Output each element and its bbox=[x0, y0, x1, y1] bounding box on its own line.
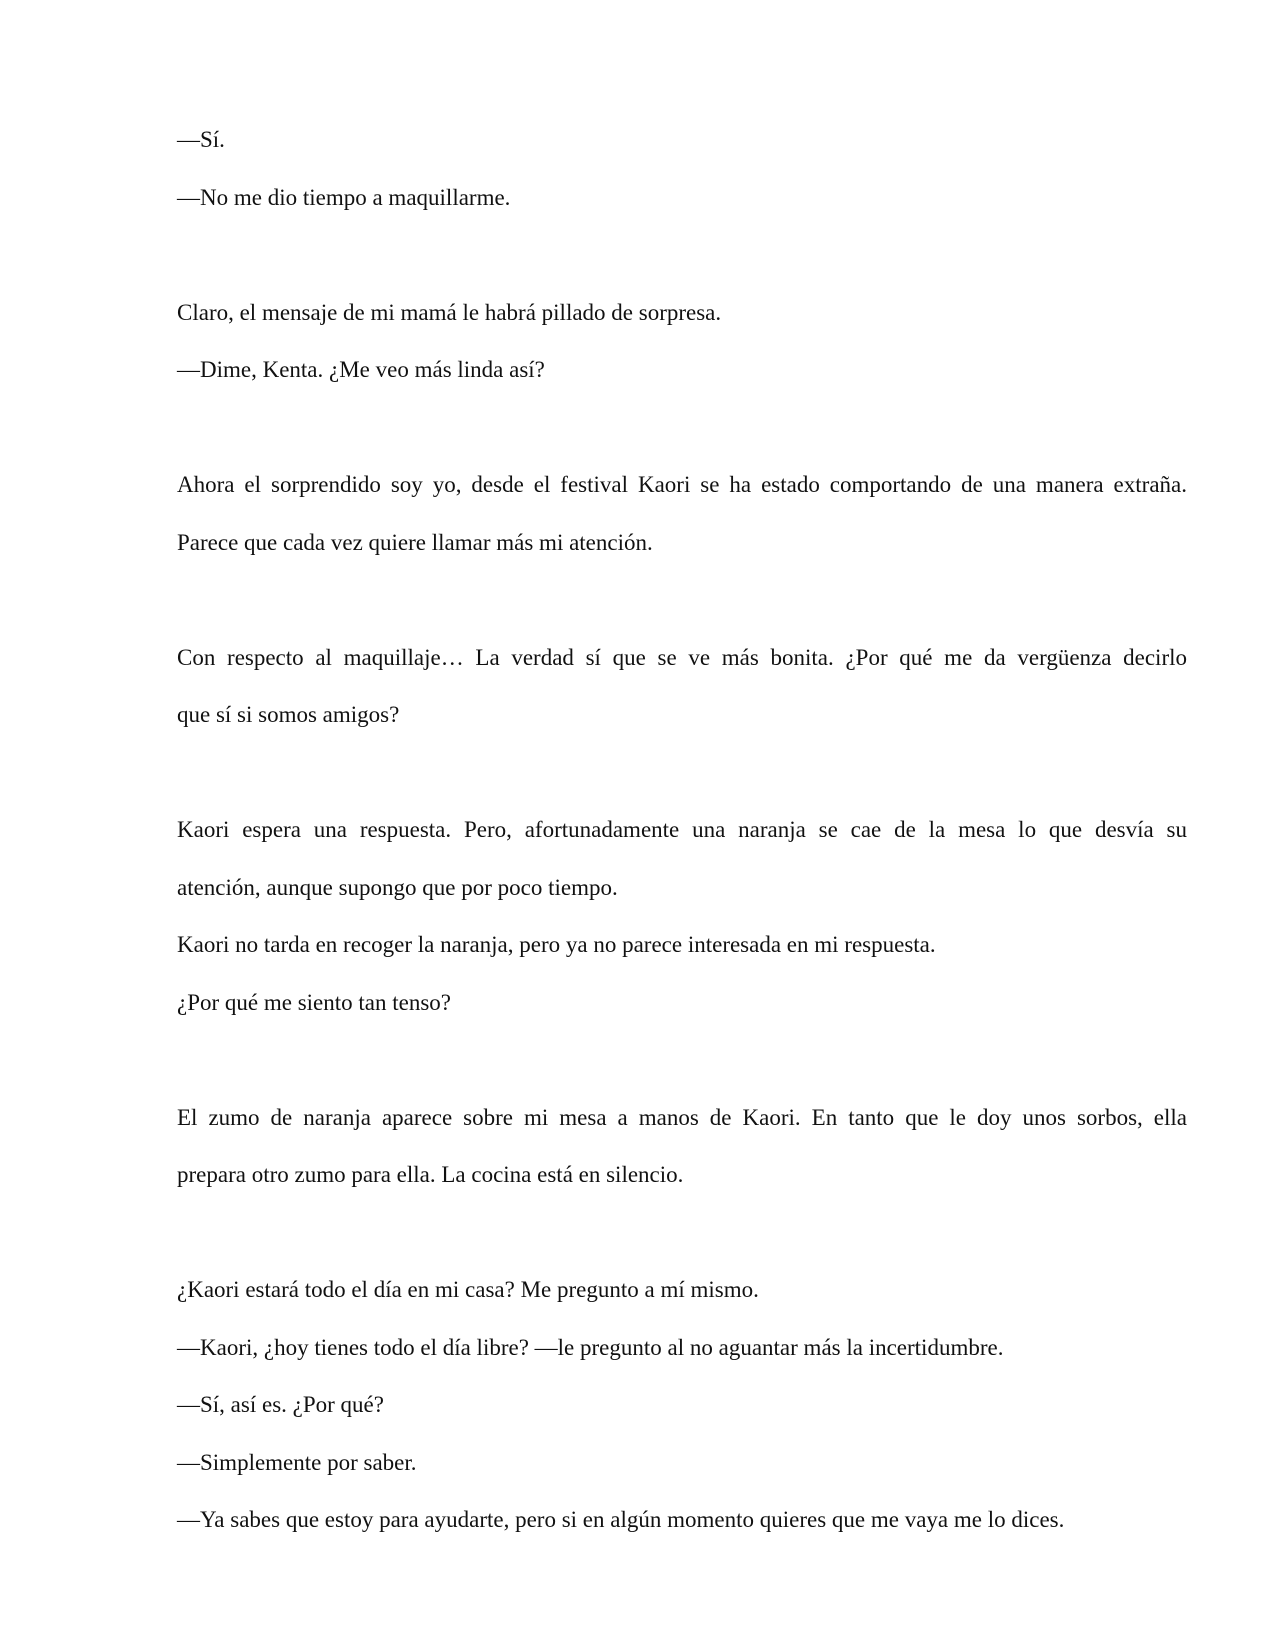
narration-line: Parece que cada vez quiere llamar más mi atención. bbox=[177, 529, 653, 555]
dialogue-line: —Sí. bbox=[177, 127, 225, 152]
paragraph-gap bbox=[177, 571, 1187, 629]
dialogue-line: —Dime, Kenta. ¿Me veo más linda así? bbox=[177, 357, 545, 382]
narration-line: que sí si somos amigos? bbox=[177, 702, 400, 727]
dialogue-line: —Simplemente por saber. bbox=[177, 1449, 417, 1475]
paragraph-gap bbox=[177, 226, 1187, 284]
text-body bbox=[177, 111, 1187, 1549]
paragraph-gap bbox=[177, 399, 1187, 457]
dialogue-line: —Ya sabes que estoy para ayudarte, pero si en algún momento quieres que me vaya me lo dices. bbox=[177, 1507, 1065, 1532]
paragraph-gap bbox=[177, 1204, 1187, 1262]
narration-line: atención, aunque supongo que por poco tiempo. bbox=[177, 874, 618, 900]
narration-line: ¿Por qué me siento tan tenso? bbox=[177, 989, 452, 1015]
narration-line: prepara otro zumo para ella. La cocina está en silencio. bbox=[177, 1162, 684, 1187]
narration-line: El zumo de naranja aparece sobre mi mesa a manos de Kaori. En tanto que le doy unos sorbos, ella bbox=[177, 1104, 1187, 1130]
narration-line: Ahora el sorprendido soy yo, desde el festival Kaori se ha estado comportando de una manera extraña. bbox=[177, 472, 1187, 497]
dialogue-line: —No me dio tiempo a maquillarme. bbox=[177, 184, 511, 210]
paragraph-gap bbox=[177, 744, 1187, 802]
narration-line: ¿Kaori estará todo el día en mi casa? Me pregunto a mí mismo. bbox=[177, 1277, 759, 1302]
narration-line: Kaori no tarda en recoger la naranja, pero ya no parece interesada en mi respuesta. bbox=[177, 932, 936, 957]
narration-line: Kaori espera una respuesta. Pero, afortunadamente una naranja se cae de la mesa lo que desvía su bbox=[177, 817, 1187, 842]
dialogue-line: —Kaori, ¿hoy tienes todo el día libre? —le pregunto al no aguantar más la incertidumbre. bbox=[177, 1334, 1004, 1360]
narration-line: Claro, el mensaje de mi mamá le habrá pillado de sorpresa. bbox=[177, 299, 722, 325]
narration-line: Con respecto al maquillaje… La verdad sí que se ve más bonita. ¿Por qué me da vergüenza decirlo bbox=[177, 644, 1187, 670]
dialogue-line: —Sí, así es. ¿Por qué? bbox=[177, 1392, 384, 1417]
paragraph-gap bbox=[177, 1031, 1187, 1089]
